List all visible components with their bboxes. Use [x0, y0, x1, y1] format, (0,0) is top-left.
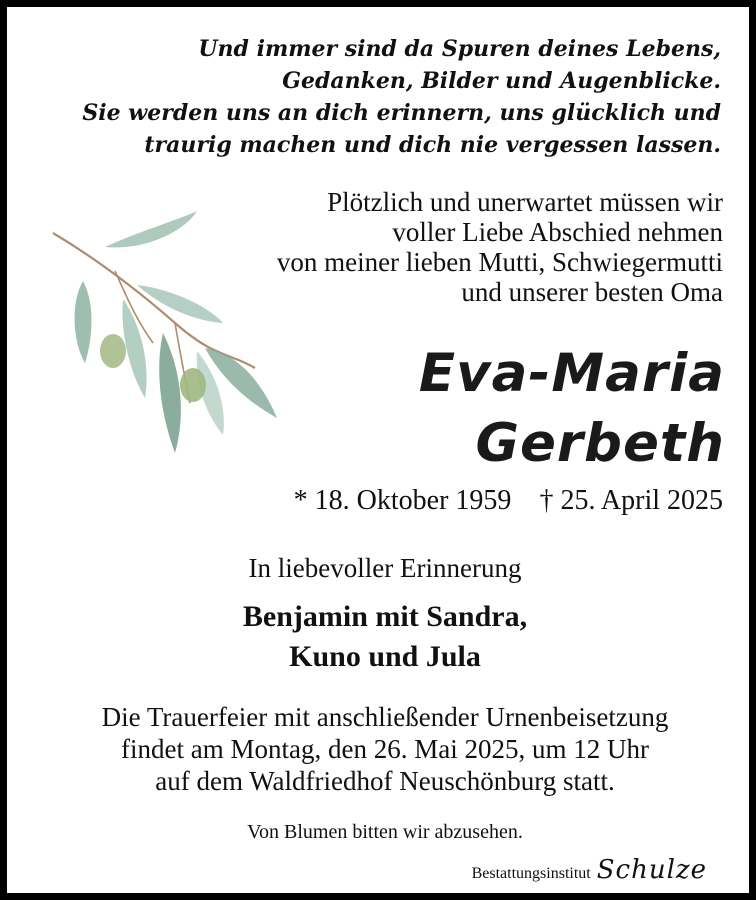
poem-line: Und immer sind da Spuren deines Lebens, [198, 36, 721, 62]
mourners [7, 597, 756, 677]
mourners-line: Kuno und Jula [289, 640, 481, 673]
announcement-line: von meiner lieben Mutti, Schwiegermutti [276, 247, 723, 277]
undertaker-signature [472, 855, 707, 885]
service-line: auf dem Waldfriedhof Neuschönburg statt. [155, 766, 615, 796]
undertaker-label: Bestattungsinstitut [471, 865, 591, 882]
announcement-line: Plötzlich und unerwartet müssen wir [327, 187, 723, 217]
poem-line: Gedanken, Bilder und Augenblicke. [282, 68, 721, 94]
service-line: Die Trauerfeier mit anschließender Urnenbeisetzung [101, 702, 669, 732]
announcement-line: voller Liebe Abschied nehmen [392, 217, 723, 247]
deceased-last-name: Gerbeth [475, 413, 725, 474]
death-date: † 25. April 2025 [539, 485, 723, 516]
funeral-service-details [7, 701, 756, 797]
deceased-first-name: Eva-Maria [418, 343, 725, 404]
memorial-poem [31, 33, 721, 161]
poem-line: traurig machen und dich nie vergessen lassen. [144, 132, 721, 158]
undertaker-brand: Schulze [596, 855, 707, 885]
announcement-text [163, 187, 723, 307]
memory-text: In liebevoller Erinnerung [248, 553, 522, 583]
mourners-line: Benjamin mit Sandra, [242, 600, 528, 633]
memory-line [7, 553, 756, 584]
poem-line: Sie werden uns an dich erinnern, uns glücklich und [82, 100, 721, 126]
announcement-line: und unserer besten Oma [461, 277, 723, 307]
flowers-note: Von Blumen bitten wir abzusehen. [247, 821, 523, 843]
life-dates [203, 485, 723, 517]
service-line: findet am Montag, den 26. Mai 2025, um 12 Uhr [121, 734, 649, 764]
birth-date: * 18. Oktober 1959 [293, 485, 512, 516]
